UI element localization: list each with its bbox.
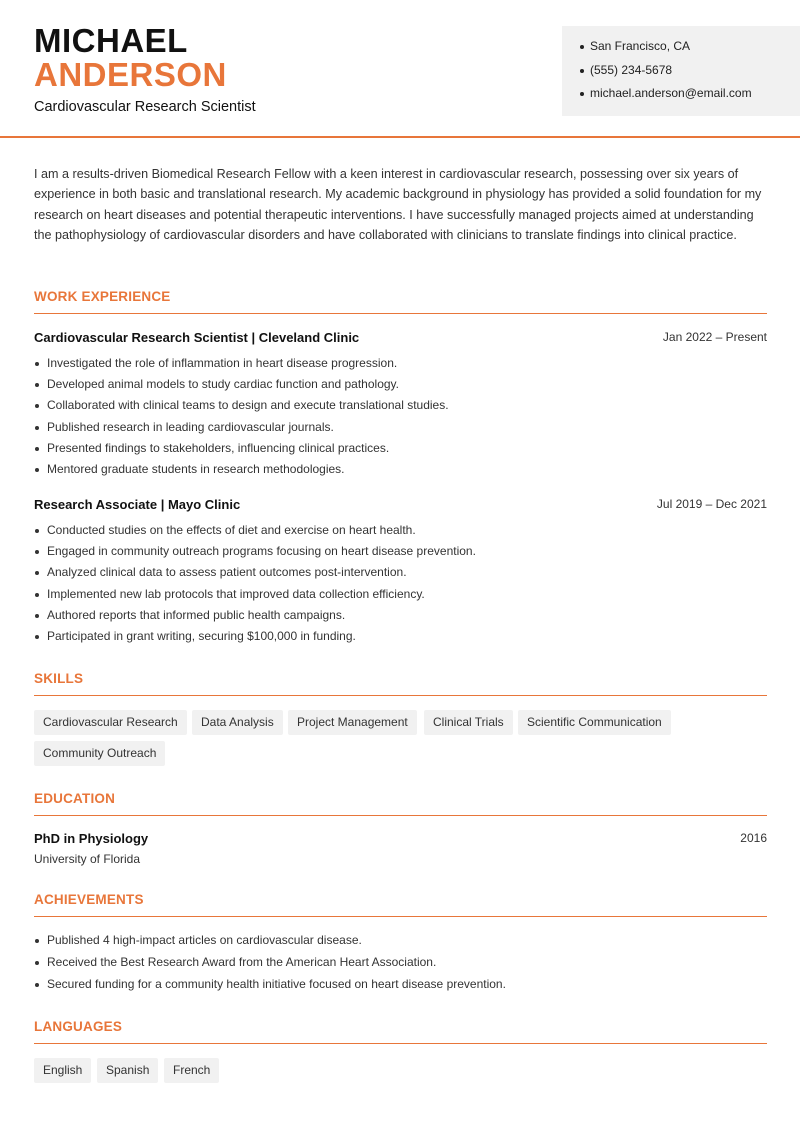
list-item: Implemented new lab protocols that improved data collection efficiency. [34, 584, 767, 605]
list-item: Participated in grant writing, securing $100,000 in funding. [34, 626, 767, 647]
achievement-list [34, 930, 767, 996]
section-title-education: EDUCATION [34, 791, 767, 816]
list-item: Published 4 high-impact articles on cardiovascular disease. [34, 930, 767, 952]
job-name: Cardiovascular Research Scientist | Cleveland Clinic [34, 330, 360, 345]
section-title-languages: LANGUAGES [34, 1019, 767, 1044]
job-header [34, 497, 767, 515]
list-item: Received the Best Research Award from the American Heart Association. [34, 952, 767, 974]
list-item: Conducted studies on the effects of diet and exercise on heart health. [34, 520, 767, 541]
job-header [34, 330, 767, 348]
list-item: Mentored graduate students in research methodologies. [34, 459, 767, 480]
list-item: Secured funding for a community health initiative focused on heart disease prevention. [34, 974, 767, 996]
contact-email: michael.anderson@email.com [580, 85, 800, 109]
skill-tag: Data Analysis [192, 710, 283, 735]
skill-tag: Project Management [288, 710, 417, 735]
list-item: Engaged in community outreach programs focusing on heart disease prevention. [34, 541, 767, 562]
language-tag: French [164, 1058, 219, 1083]
education-header [34, 831, 767, 849]
skill-tag: Community Outreach [34, 741, 165, 766]
section-title-work: WORK EXPERIENCE [34, 289, 767, 314]
section-title-achievements: ACHIEVEMENTS [34, 892, 767, 917]
list-item: Published research in leading cardiovascular journals. [34, 417, 767, 438]
list-item: Collaborated with clinical teams to design and execute translational studies. [34, 395, 767, 416]
job-bullets [34, 353, 767, 480]
language-tag: Spanish [97, 1058, 158, 1083]
resume-header [0, 0, 800, 138]
contact-box [562, 26, 800, 116]
education-year: 2016 [740, 831, 767, 845]
job-title: Cardiovascular Research Scientist [34, 99, 256, 115]
job-date: Jul 2019 – Dec 2021 [656, 497, 767, 511]
list-item: Presented findings to stakeholders, influencing clinical practices. [34, 438, 767, 459]
language-tag: English [34, 1058, 91, 1083]
contact-phone: (555) 234-5678 [580, 62, 800, 86]
list-item: Authored reports that informed public health campaigns. [34, 605, 767, 626]
contact-location: San Francisco, CA [580, 38, 800, 62]
first-name: MICHAEL [34, 22, 188, 59]
job-date: Jan 2022 – Present [662, 330, 767, 344]
skill-tag: Cardiovascular Research [34, 710, 187, 735]
job-name: Research Associate | Mayo Clinic [34, 497, 241, 512]
last-name: ANDERSON [34, 56, 227, 93]
summary: I am a results-driven Biomedical Research Fellow with a keen interest in cardiovascular research, possessing over six years of experience in both basic and translational research. My academic background in physiology has provided a solid foundation for my research on heart diseases and potential therapeutic interventions. I have successfully managed projects aimed at understanding the pathophysiology of cardiovascular disorders and have collaborated with clinicians to translate findings into clinical practice. [34, 167, 762, 243]
school: University of Florida [34, 852, 141, 866]
skill-tag: Clinical Trials [424, 710, 513, 735]
job-bullets [34, 520, 767, 647]
skill-tag: Scientific Communication [518, 710, 671, 735]
list-item: Analyzed clinical data to assess patient outcomes post-intervention. [34, 562, 767, 583]
list-item: Investigated the role of inflammation in heart disease progression. [34, 353, 767, 374]
list-item: Developed animal models to study cardiac function and pathology. [34, 374, 767, 395]
section-title-skills: SKILLS [34, 671, 767, 696]
degree: PhD in Physiology [34, 831, 149, 846]
